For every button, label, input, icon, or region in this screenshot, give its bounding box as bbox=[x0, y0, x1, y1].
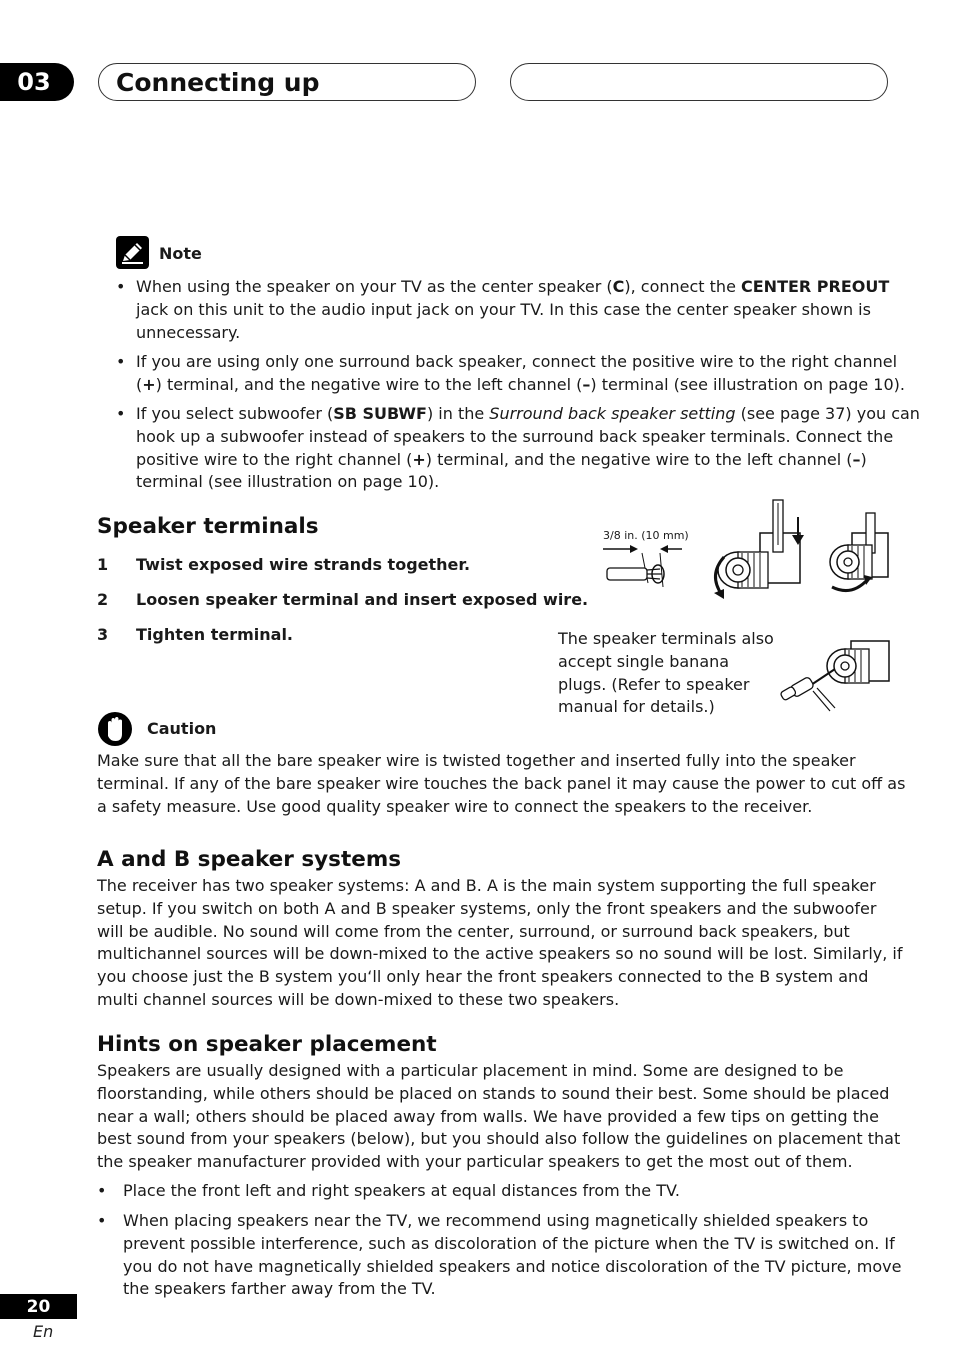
note-text: jack on this unit to the audio input jack on your TV. In this case the center speaker shown is bbox=[136, 299, 871, 319]
paragraph-line: multichannel sources will be down-mixed to the active speakers so no sound will be lost. Similarly, if bbox=[97, 944, 903, 964]
bullet-dot: • bbox=[97, 1211, 107, 1230]
note-bold: SB SUBWF bbox=[333, 404, 427, 423]
bullet-dot: • bbox=[97, 1181, 107, 1200]
bullet-text: When placing speakers near the TV, we recommend using magnetically shielded speakers to bbox=[123, 1211, 869, 1230]
paragraph-line: near a wall; others should be placed away from walls. We have provided a few tips on getting the bbox=[97, 1106, 879, 1126]
caution-line: a safety measure. Use good quality speaker wire to connect the speakers to the receiver. bbox=[97, 796, 813, 816]
note-text: unnecessary. bbox=[136, 322, 241, 342]
caution-line: Make sure that all the bare speaker wire is twisted together and inserted fully into the speaker bbox=[97, 751, 856, 770]
bullet-dot: • bbox=[116, 404, 126, 423]
banana-plug-terminal-illustration bbox=[775, 633, 893, 715]
step-1-text: Twist exposed wire strands together. bbox=[136, 555, 471, 574]
paragraph-line: the speaker manufacturer provided with your particular speakers to get the most out of them. bbox=[97, 1152, 853, 1172]
paragraph-line: you choose just the B system you‘ll only hear the front speakers connected to the B system and bbox=[97, 967, 869, 987]
note-bullet-2 bbox=[116, 351, 905, 397]
hints-heading: Hints on speaker placement bbox=[97, 1032, 437, 1057]
caption-line: plugs. (Refer to speaker bbox=[558, 674, 750, 694]
bullet-text: Place the front left and right speakers at equal distances from the TV. bbox=[123, 1181, 680, 1200]
chapter-title: Connecting up bbox=[98, 63, 476, 101]
note-text: (see page 37) you can bbox=[735, 404, 920, 423]
caption-line: accept single banana bbox=[558, 651, 730, 671]
speaker-terminals-heading: Speaker terminals bbox=[97, 514, 319, 539]
bullet-dot: • bbox=[116, 352, 126, 371]
caution-text bbox=[97, 750, 905, 818]
banana-plug-illustration bbox=[775, 633, 893, 715]
note-icon bbox=[116, 236, 149, 269]
note-text: ) bbox=[860, 449, 867, 469]
paragraph-line: multi channel sources will be down-mixed to these two speakers. bbox=[97, 989, 620, 1009]
paragraph-line: floorstanding, while others should be placed on stands to sound their best. Some should be placed bbox=[97, 1083, 890, 1103]
note-text: ) terminal, and the negative wire to the left channel ( bbox=[155, 374, 583, 394]
note-text: ), connect the bbox=[624, 277, 741, 296]
bullet-dot: • bbox=[116, 277, 126, 296]
note-bullet-1 bbox=[116, 276, 896, 346]
note-bold: CENTER PREOUT bbox=[741, 277, 890, 296]
step-3-text: Tighten terminal. bbox=[136, 625, 293, 644]
wire-measurement-label: 3/8 in. (10 mm) bbox=[603, 529, 689, 542]
note-text: ) terminal (see illustration on page 10). bbox=[590, 374, 905, 394]
caution-label: Caution bbox=[147, 719, 217, 738]
paragraph-line: Speakers are usually designed with a particular placement in mind. Some are designed to be bbox=[97, 1061, 844, 1080]
note-bold: – bbox=[582, 374, 591, 394]
note-bold: + bbox=[142, 374, 156, 394]
note-text: ( bbox=[136, 374, 143, 394]
note-text: terminal (see illustration on page 10). bbox=[136, 472, 440, 492]
bullet-text: you do not have magnetically shielded speakers and notice discoloration of the TV picture, move bbox=[123, 1256, 902, 1276]
paragraph-line: setup. If you switch on both A and B speaker systems, only the front speakers and the subwoofer bbox=[97, 898, 877, 918]
terminal-illustration bbox=[600, 495, 895, 605]
note-text: ) terminal, and the negative wire to the left channel ( bbox=[425, 449, 853, 469]
note-text: positive wire to the right channel ( bbox=[136, 449, 413, 469]
hand-caution-icon bbox=[97, 711, 133, 747]
note-text: If you select subwoofer ( bbox=[136, 404, 334, 423]
page-language: En bbox=[33, 1322, 54, 1341]
paragraph-line: The receiver has two speaker systems: A and B. A is the main system supporting the full speaker bbox=[97, 876, 876, 895]
note-text: When using the speaker on your TV as the center speaker ( bbox=[136, 277, 613, 296]
note-text: ) in the bbox=[426, 404, 490, 423]
note-italic: Surround back speaker setting bbox=[489, 404, 736, 423]
step-2-text: Loosen speaker terminal and insert exposed wire. bbox=[136, 590, 589, 609]
caution-icon-wrap bbox=[97, 711, 133, 747]
step-2-number: 2 bbox=[97, 590, 109, 609]
paragraph-line: best sound from your speakers (below), but you should also follow the guidelines on placement that bbox=[97, 1129, 901, 1149]
ab-systems-heading: A and B speaker systems bbox=[97, 847, 402, 872]
step-1-number: 1 bbox=[97, 555, 109, 574]
note-bold: – bbox=[852, 449, 861, 469]
note-text: hook up a subwoofer instead of speakers to the surround back speaker terminals. Connect the bbox=[136, 426, 894, 446]
note-bullet-3 bbox=[116, 403, 920, 495]
note-text: If you are using only one surround back speaker, connect the positive wire to the right channel bbox=[136, 352, 898, 371]
page-number: 20 bbox=[0, 1294, 77, 1319]
caption-line: manual for details.) bbox=[558, 697, 715, 717]
caption-line: The speaker terminals also bbox=[558, 629, 774, 648]
pencil-note-icon bbox=[116, 236, 149, 269]
note-label: Note bbox=[159, 244, 202, 263]
header-empty-pill bbox=[510, 63, 888, 101]
note-bold: C bbox=[612, 277, 625, 296]
bullet-text: prevent possible interference, such as discoloration of the picture when the TV is switched on. If bbox=[123, 1233, 895, 1253]
note-bold: + bbox=[412, 449, 426, 469]
ab-systems-text bbox=[97, 875, 902, 1012]
hints-text bbox=[97, 1060, 900, 1174]
caution-line: terminal. If any of the bare speaker wire touches the back panel it may cause the power to cut off as bbox=[97, 773, 906, 793]
bullet-text: the speakers farther away from the TV. bbox=[123, 1279, 436, 1299]
hints-bullet-2 bbox=[97, 1210, 902, 1302]
hints-bullet-1 bbox=[97, 1180, 897, 1204]
step-3-number: 3 bbox=[97, 625, 109, 644]
wire-terminal-illustration bbox=[600, 495, 895, 605]
chapter-number-badge: 03 bbox=[0, 63, 74, 101]
paragraph-line: will be audible. No sound will come from the center, surround, or surround back speakers, but bbox=[97, 921, 850, 941]
banana-plug-caption bbox=[558, 628, 774, 719]
